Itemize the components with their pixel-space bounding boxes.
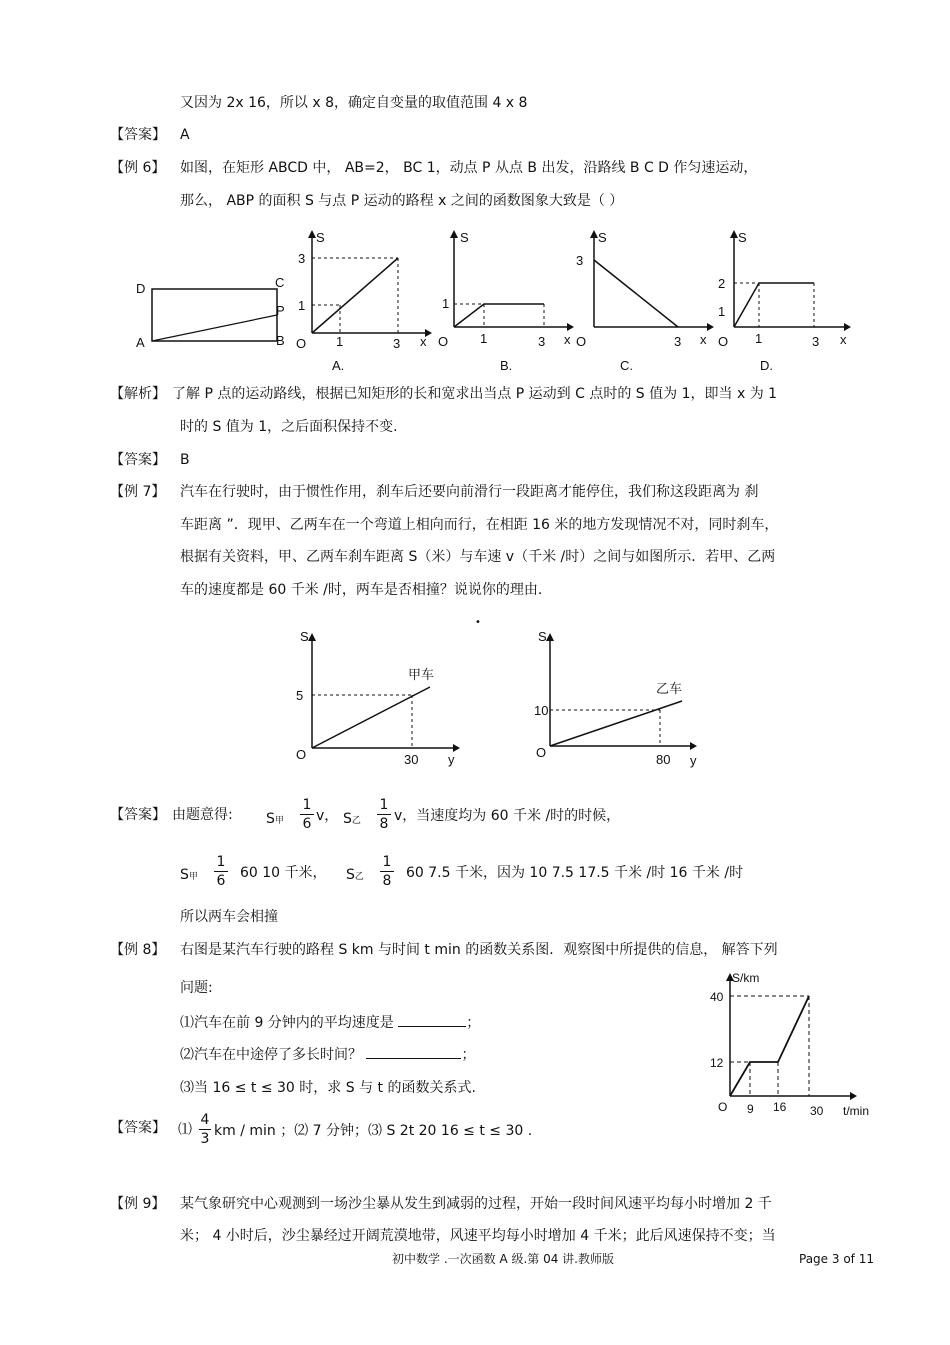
example-7-line-2: 车距离 ”．现甲、乙两车在一个弯道上相向而行，在相距 16 米的地方发现情况不对，同时刹车， bbox=[180, 517, 779, 533]
x-tick: 1 bbox=[336, 334, 344, 349]
option-label: A. bbox=[332, 358, 345, 373]
answer-rest: km / min ；⑵ 7 分钟；⑶ S 2t 20 16 ≤ t ≤ 30 . bbox=[214, 1123, 533, 1139]
x-tick: 3 bbox=[674, 334, 682, 349]
calc-yi: 60 7.5 千米，因为 10 7.5 17.5 千米 /时 16 千米 /时 bbox=[406, 865, 744, 881]
origin-label: O bbox=[718, 334, 729, 349]
question-3: ⑶当 16 ≤ t ≤ 30 时，求 S 与 t 的函数关系式. bbox=[180, 1080, 476, 1096]
y-axis-label: S bbox=[300, 629, 309, 644]
example-9-tag: 【例 9】 bbox=[110, 1196, 166, 1212]
y-tick: 3 bbox=[576, 253, 584, 268]
y-tick: 10 bbox=[534, 703, 549, 718]
origin-label: O bbox=[438, 334, 449, 349]
y-tick: 3 bbox=[298, 251, 306, 266]
answer-part-1-label: ⑴ bbox=[178, 1122, 192, 1138]
origin-label: O bbox=[296, 336, 307, 351]
graph-d bbox=[712, 228, 852, 378]
symbol-s-jia: S甲 bbox=[266, 811, 284, 827]
x-tick: 3 bbox=[538, 334, 546, 349]
answer-value: A bbox=[180, 127, 190, 143]
y-tick: 2 bbox=[718, 276, 726, 291]
x-axis-label: x bbox=[564, 332, 571, 347]
option-label: B. bbox=[500, 358, 513, 373]
graph-car-yi bbox=[530, 625, 710, 775]
text-v-speed: v，当速度均为 60 千米 /时的时候， bbox=[394, 808, 621, 824]
x-tick: 16 bbox=[773, 1100, 787, 1114]
answer-value: B bbox=[180, 452, 190, 468]
y-tick: 1 bbox=[298, 298, 306, 313]
answer-intro: 由题意得: bbox=[172, 807, 233, 823]
x-tick: 30 bbox=[810, 1104, 824, 1118]
fraction-one-eighth: 1 8 bbox=[380, 855, 394, 888]
x-tick: 9 bbox=[747, 1102, 754, 1116]
example-9-line-2: 米； 4 小时后，沙尘暴经过开阔荒漠地带，风速平均每小时增加 4 千米；此后风速保持不变；当 bbox=[180, 1228, 776, 1244]
rect-label-a: A bbox=[136, 335, 145, 350]
x-axis-label: y bbox=[448, 752, 455, 767]
footer-title: 初中数学 .一次函数 A 级.第 04 讲.教师版 bbox=[392, 1252, 614, 1266]
rect-label-d: D bbox=[136, 281, 146, 296]
conclusion: 所以两车会相撞 bbox=[180, 909, 278, 925]
fraction-one-eighth: 1 8 bbox=[377, 798, 391, 831]
y-tick: 1 bbox=[442, 296, 450, 311]
graph-a bbox=[290, 228, 430, 378]
example-9-line-1: 某气象研究中心观测到一场沙尘暴从发生到减弱的过程，开始一段时间风速平均每小时增加 2 千 bbox=[180, 1196, 772, 1212]
answer-label: 【答案】 bbox=[110, 807, 166, 823]
y-axis-label: S/km bbox=[732, 971, 760, 985]
y-tick: 5 bbox=[296, 688, 304, 703]
y-tick: 12 bbox=[710, 1056, 724, 1070]
x-tick: 3 bbox=[393, 336, 401, 351]
x-tick: 80 bbox=[656, 752, 671, 767]
y-tick: 1 bbox=[718, 304, 726, 319]
series-label-yi: 乙车 bbox=[656, 681, 683, 696]
symbol-s-jia: S甲 bbox=[180, 867, 198, 883]
symbol-s-yi: S乙 bbox=[343, 811, 361, 827]
example-7-line-4: 车的速度都是 60 千米 /时，两车是否相撞？说说你的理由. bbox=[180, 582, 543, 598]
example-6-line-1: 如图，在矩形 ABCD 中， AB=2， BC 1，动点 P 从点 B 出发，沿路线 B C D 作匀速运动， bbox=[180, 160, 758, 176]
y-axis-label: S bbox=[538, 629, 547, 644]
x-tick: 3 bbox=[812, 334, 820, 349]
y-axis-label: S bbox=[316, 230, 325, 245]
example-8-line-2: 问题: bbox=[180, 980, 213, 996]
example-7-tag: 【例 7】 bbox=[110, 484, 166, 500]
option-label: C. bbox=[620, 358, 633, 373]
y-axis-label: S bbox=[598, 230, 607, 245]
graph-b bbox=[432, 228, 572, 378]
origin-label: O bbox=[718, 1100, 728, 1114]
page-number: Page 3 of 11 bbox=[799, 1252, 874, 1266]
x-tick: 30 bbox=[404, 752, 419, 767]
rectangle-figure bbox=[130, 275, 300, 355]
rect-label-b: B bbox=[276, 333, 285, 348]
x-axis-label: t/min bbox=[843, 1104, 870, 1118]
example-8-tag: 【例 8】 bbox=[110, 942, 166, 958]
calc-jia: 60 10 千米， bbox=[240, 865, 327, 881]
fraction-one-sixth: 1 6 bbox=[300, 798, 314, 831]
x-axis-label: x bbox=[700, 332, 707, 347]
example-6-line-2: 那么， ABP 的面积 S 与点 P 运动的路程 x 之间的函数图象大致是（ ） bbox=[180, 193, 624, 209]
rect-label-c: C bbox=[275, 275, 285, 290]
graph-c bbox=[572, 228, 712, 378]
example-7-line-3: 根据有关资料，甲、乙两车刹车距离 S（米）与车速 v（千米 /时）之间与如图所示．若甲、乙两 bbox=[180, 549, 776, 565]
analysis-line-2: 时的 S 值为 1，之后面积保持不变. bbox=[180, 419, 398, 435]
answer-label: 【答案】 bbox=[110, 452, 166, 468]
x-axis-label: x bbox=[420, 334, 427, 349]
question-1: ⑴汽车在前 9 分钟内的平均速度是 ； bbox=[180, 1015, 481, 1031]
example-6-tag: 【例 6】 bbox=[110, 160, 166, 176]
example-7-line-1: 汽车在行驶时，由于惯性作用，刹车后还要向前滑行一段距离才能停住，我们称这段距离为 刹 bbox=[180, 484, 759, 500]
series-label-jia: 甲车 bbox=[408, 667, 435, 682]
graph-distance-time bbox=[700, 965, 880, 1120]
example-8-line-1: 右图是某汽车行驶的路程 S km 与时间 t min 的函数关系图．观察图中所提供的信息， 解答下列 bbox=[180, 942, 778, 958]
x-axis-label: x bbox=[840, 332, 847, 347]
y-tick: 40 bbox=[710, 990, 724, 1004]
y-axis-label: S bbox=[738, 230, 747, 245]
graph-car-jia bbox=[290, 625, 470, 775]
analysis-line-1: 了解 P 点的运动路线，根据已知矩形的长和宽求出当点 P 运动到 C 点时的 S 值为 1，即当 x 为 1 bbox=[172, 386, 778, 402]
x-axis-label: y bbox=[690, 753, 697, 768]
fraction-one-sixth: 1 6 bbox=[214, 855, 228, 888]
origin-label: O bbox=[576, 334, 587, 349]
option-label: D. bbox=[760, 358, 773, 373]
symbol-s-yi: S乙 bbox=[346, 867, 364, 883]
question-2: ⑵汽车在中途停了多长时间？ ； bbox=[180, 1047, 476, 1063]
x-tick: 1 bbox=[480, 331, 488, 346]
answer-label: 【答案】 bbox=[110, 1120, 166, 1136]
x-tick: 1 bbox=[755, 331, 763, 346]
dot-mark: • bbox=[475, 617, 481, 628]
answer-label: 【答案】 bbox=[110, 127, 166, 143]
analysis-tag: 【解析】 bbox=[110, 386, 166, 402]
origin-label: O bbox=[296, 747, 307, 762]
fraction-four-thirds: 4 3 bbox=[200, 1112, 210, 1147]
text-v: v， bbox=[316, 808, 339, 824]
text-line: 又因为 2x 16，所以 x 8，确定自变量的取值范围 4 x 8 bbox=[180, 95, 528, 111]
origin-label: O bbox=[536, 745, 547, 760]
y-axis-label: S bbox=[460, 230, 469, 245]
rect-label-p: P bbox=[276, 303, 285, 318]
